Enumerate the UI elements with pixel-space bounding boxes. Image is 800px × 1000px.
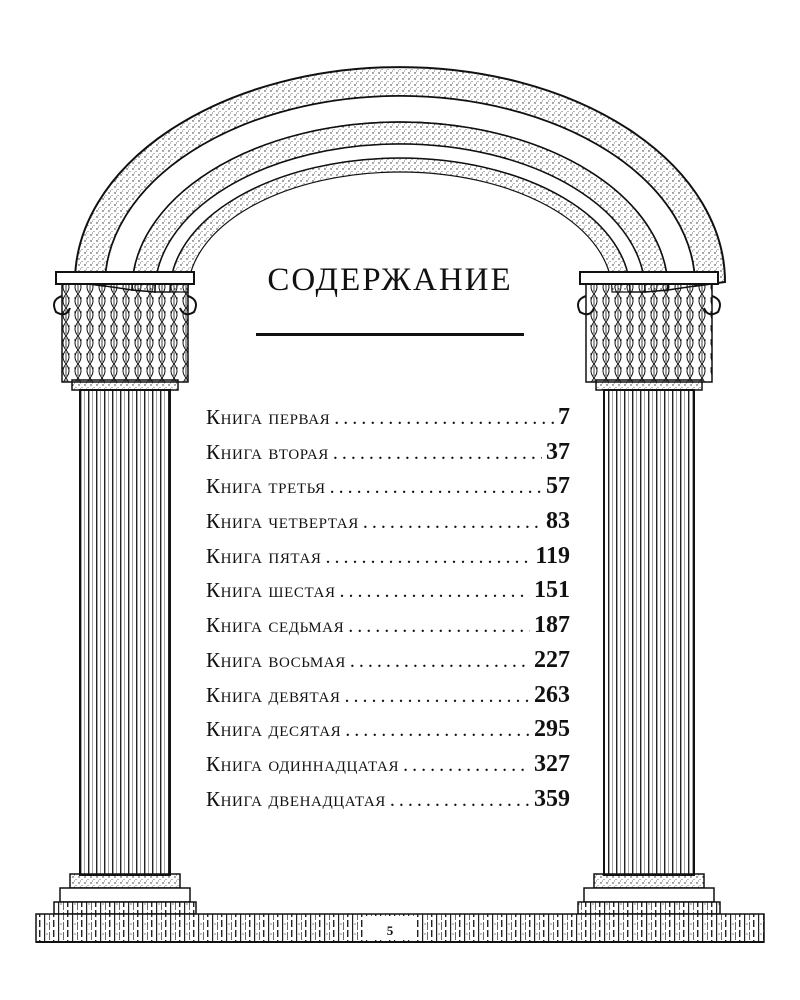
dot-leader — [403, 754, 530, 777]
dot-leader — [330, 476, 542, 499]
dot-leader — [390, 789, 530, 812]
toc-entry[interactable] — [206, 473, 570, 508]
left-column — [54, 272, 196, 914]
table-of-contents — [206, 404, 570, 820]
toc-entry-label: Книга одиннадцатая — [206, 751, 400, 776]
toc-entry-page: 227 — [534, 646, 570, 673]
toc-entry-page: 359 — [534, 785, 570, 812]
toc-entry-label: Книга вторая — [206, 439, 329, 464]
toc-entry-label: Книга четвертая — [206, 509, 359, 534]
toc-entry-page: 37 — [546, 438, 570, 465]
toc-entry-page: 187 — [534, 612, 570, 639]
toc-entry-page: 83 — [546, 508, 570, 535]
toc-entry-page: 119 — [535, 542, 570, 569]
toc-entry[interactable] — [206, 508, 570, 543]
title-rule — [256, 333, 524, 336]
dot-leader — [325, 546, 531, 569]
toc-entry[interactable] — [206, 647, 570, 682]
toc-entry-label: Книга десятая — [206, 717, 342, 742]
dot-leader — [345, 719, 530, 742]
toc-entry-label: Книга седьмая — [206, 613, 345, 638]
page-number: 5 — [386, 923, 394, 938]
toc-entry-page: 151 — [534, 577, 570, 604]
toc-entry-page: 327 — [534, 750, 570, 777]
toc-entry[interactable] — [206, 612, 570, 647]
toc-entry-label: Книга третья — [206, 474, 326, 499]
toc-entry[interactable] — [206, 751, 570, 786]
right-column — [578, 272, 720, 914]
toc-entry[interactable] — [206, 786, 570, 821]
toc-entry-page: 57 — [546, 473, 570, 500]
dot-leader — [363, 511, 542, 534]
dot-leader — [348, 615, 530, 638]
toc-entry-page: 295 — [534, 716, 570, 743]
toc-entry[interactable] — [206, 404, 570, 439]
dot-leader — [345, 685, 530, 708]
toc-entry-label: Книга восьмая — [206, 647, 346, 672]
toc-entry[interactable] — [206, 543, 570, 578]
toc-entry-page: 7 — [558, 404, 570, 430]
dot-leader — [334, 407, 554, 430]
dot-leader — [350, 650, 530, 673]
toc-entry[interactable] — [206, 577, 570, 612]
toc-entry-label: Книга двенадцатая — [206, 786, 386, 811]
toc-entry-label: Книга девятая — [206, 682, 341, 707]
page-title: СОДЕРЖАНИЕ — [267, 262, 513, 298]
arch — [75, 67, 725, 292]
toc-entry[interactable] — [206, 716, 570, 751]
toc-entry-page: 263 — [534, 681, 570, 708]
dot-leader — [340, 580, 530, 603]
toc-entry[interactable] — [206, 439, 570, 474]
toc-entry-label: Книга шестая — [206, 578, 336, 603]
toc-entry-label: Книга пятая — [206, 543, 322, 568]
toc-entry[interactable] — [206, 682, 570, 717]
toc-entry-label: Книга первая — [206, 405, 331, 429]
dot-leader — [333, 442, 542, 465]
